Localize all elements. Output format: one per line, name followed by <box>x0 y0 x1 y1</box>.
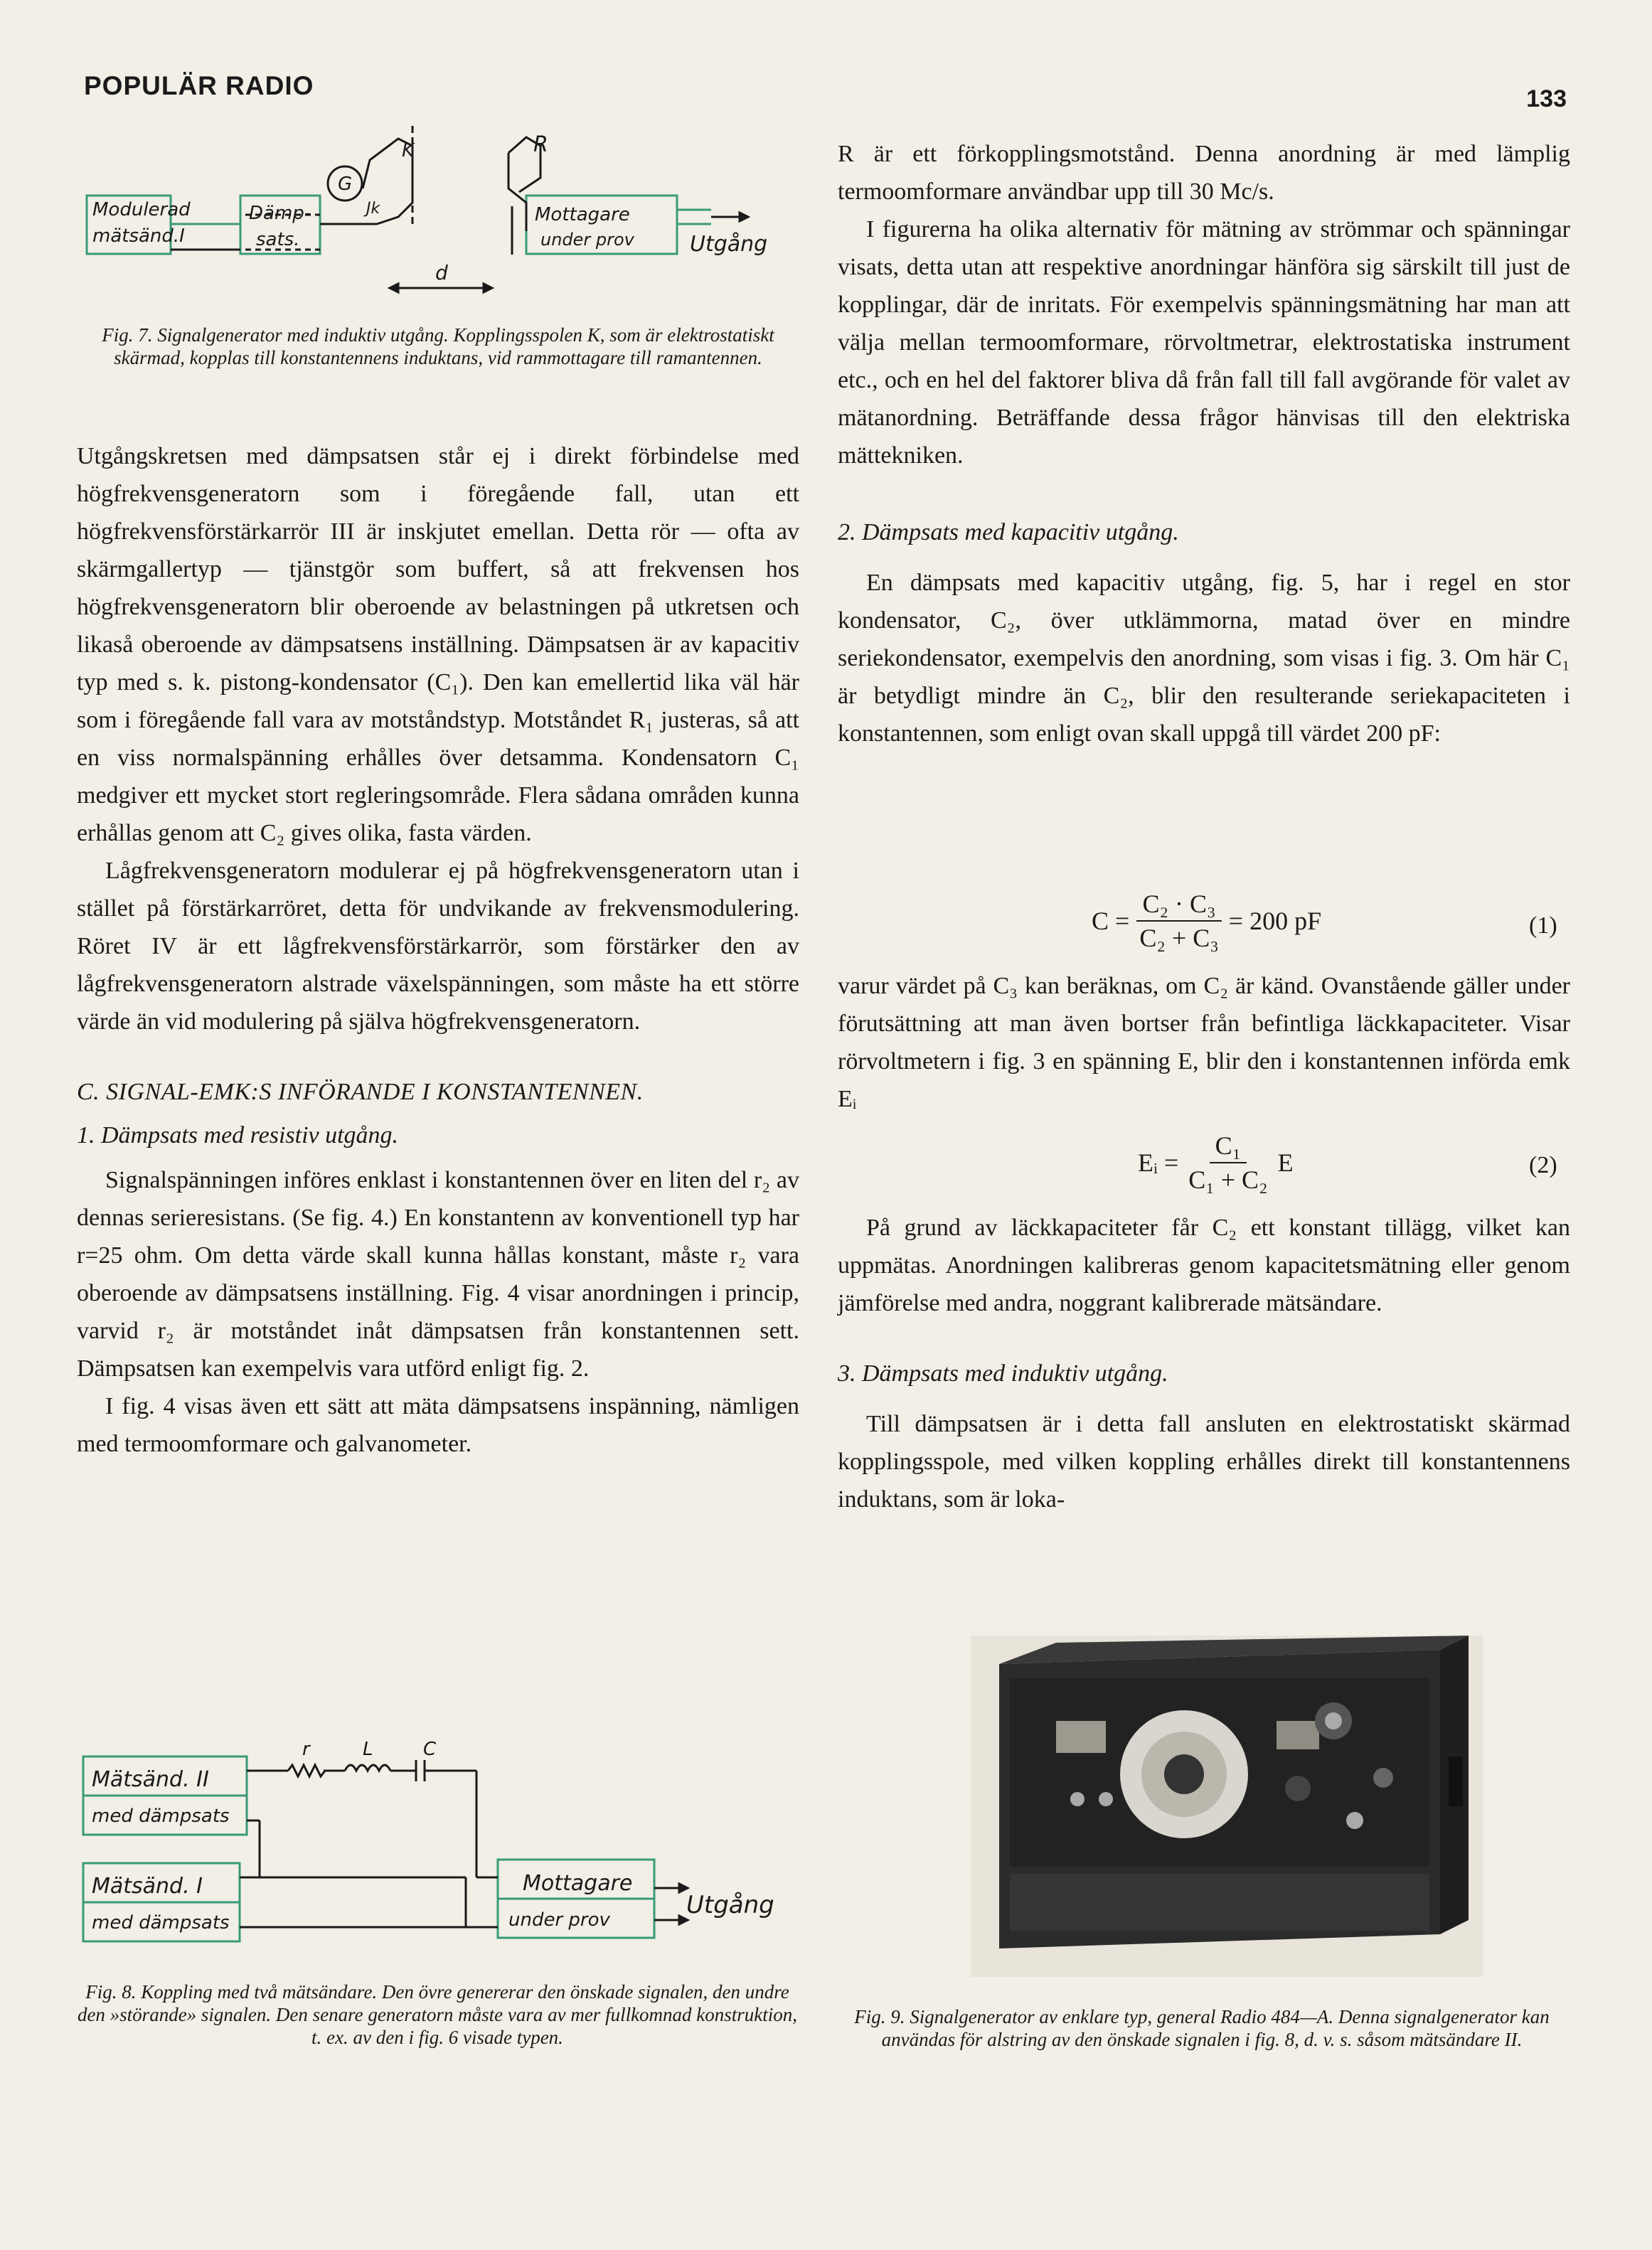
eq2-denominator: C₁ + C₂ <box>1188 1166 1268 1194</box>
right-paragraph-2: I figurerna ha olika alternativ för mätning av strömmar och spänningar visats, detta utan att respektive anordningar hänföra sig särskilt till just de kopplingar, där de inritats. För exempelvis spänningsmätning har man att välja mellan termoomformare, rörvoltmetrar, elektrostatiska instrument etc., och en hel del faktorer bliva då från fall till fall avgörande för valet av mätanordning. Beträffande dessa frågor hänvisas till den elektriska mättekniken. <box>838 216 1570 469</box>
eq1-lhs: C = <box>1092 907 1130 935</box>
fig8-label-bot2: med dämpsats <box>92 1912 230 1934</box>
eq1-fraction <box>1134 889 1224 953</box>
left-paragraph-1: Utgångskretsen med dämpsatsen står ej i direkt förbindelse med högfrekvensgeneratorn som i föregående fall, utan ett högfrekvensförstärkarrör III är inskjutet emellan. Detta rör — ofta av skärmgallertyp — tjänstgör som buffert, så att frekvensen hos högfrekvensgeneratorn blir oberoende av belastningen på utkretsen och likaså oberoende av dämpsatsens inställning. Dämpsatsen är av kapacitiv typ med s. k. pistong-kondensator (C₁). Den kan emellertid lika väl här som i föregående fall vara av motståndstyp. Motståndet R₁ justeras, så att en viss normalspänning erhålles över detsamma. Kondensatorn C₁ medgiver ett mycket stort regleringsområde. Flera sådana områden kunna erhållas genom att C₂ gives olika, fasta värden. <box>77 443 799 846</box>
fig7-label-mot1: Mottagare <box>535 204 630 225</box>
journal-title: POPULÄR RADIO <box>84 71 314 100</box>
fig8-label-mot1: Mottagare <box>523 1871 633 1896</box>
fig7-label-k: K <box>402 140 415 161</box>
fig8-caption: Fig. 8. Koppling med två mätsändare. Den övre genererar den önskade signalen, den undre den »störande» signalen. Den senare generatorn måste vara av mer fullkomnad konstruktion, t. ex. av den i fig. 6 visade typen. <box>77 1981 798 2048</box>
fig7-label-damp2: sats. <box>256 229 300 250</box>
fig7-label-damp1: Dämp- <box>249 203 311 224</box>
fig9-caption: Fig. 9. Signalgenerator av enklare typ, general Radio 484—A. Denna signalgenerator kan användas för alstring av den önskade signalen i fig. 8, d. v. s. såsom mätsändare II. <box>854 2006 1550 2050</box>
fig7-caption: Fig. 7. Signalgenerator med induktiv utgång. Kopplingsspolen K, som är elektrostatiskt skärmad, kopplas till konstantennens induktans, vid rammottagare till ramantennen. <box>102 324 774 368</box>
eq2-numerator: C₁ <box>1210 1131 1247 1163</box>
fig9-photo <box>971 1636 1483 1977</box>
right-column <box>838 135 1570 752</box>
left-paragraph-2: Lågfrekvensgeneratorn modulerar ej på högfrekvensgeneratorn utan i stället på förstärkarröret, detta för undvikande av frekvensmodulering. Röret IV är ett lågfrekvensförstärkarrör, som förstärker den av lågfrekvensgeneratorn alstrade växelspänningen, som måste ha ett större värde än vid modulering på själva högfrekvensgeneratorn. <box>77 858 799 1035</box>
eq1-denominator: C₂ + C₃ <box>1139 924 1219 952</box>
right-paragraph-4: varur värdet på C₃ kan beräknas, om C₂ är känd. Ovanstående gäller under förutsättning att man även bortser från befintliga läckkapaciteter. Visar rörvoltmetern i fig. 3 en spänning E, blir den i konstantennen införda emk Eᵢ <box>838 973 1570 1112</box>
fig7-label-mod1: Modulerad <box>92 199 191 220</box>
left-paragraph-4: I fig. 4 visas även ett sätt att mäta dämpsatsens inspänning, nämligen med termoomformare och galvanometer. <box>77 1393 799 1457</box>
fig7-caption-block <box>77 324 799 369</box>
fig7-diagram <box>85 124 796 316</box>
equation-1 <box>1092 889 1321 953</box>
eq2-rhs: E <box>1277 1148 1294 1177</box>
right-column-2 <box>838 967 1570 1118</box>
fig7-label-mod2: mätsänd.I <box>92 225 185 247</box>
fig7-label-r: R <box>533 132 548 157</box>
right-paragraph-1: R är ett förkopplingsmotstånd. Denna anordning är med lämplig termoomformare användbar upp till 30 Mc/s. <box>838 141 1570 205</box>
section-1-heading: 1. Dämpsats med resistiv utgång. <box>77 1122 399 1148</box>
right-column-3 <box>838 1209 1570 1518</box>
right-paragraph-6: Till dämpsatsen är i detta fall ansluten en elektrostatiskt skärmad kopplingsspole, med vilken koppling erhålles direkt till konstantennens induktans, som är loka- <box>838 1411 1570 1513</box>
eq2-fraction <box>1183 1131 1273 1195</box>
eq2-number: (2) <box>1529 1152 1557 1178</box>
fig7-label-g: G <box>338 174 353 195</box>
fig7-label-jk: Jk <box>366 200 380 218</box>
fig7-label-d: d <box>435 261 448 284</box>
fig8-diagram <box>82 1735 807 1963</box>
eq2-lhs: Eᵢ = <box>1138 1148 1179 1177</box>
fig8-label-bot1: Mätsänd. I <box>92 1874 203 1899</box>
fig8-label-top2: med dämpsats <box>92 1806 230 1827</box>
fig8-caption-block <box>71 1980 804 2049</box>
fig8-label-top1: Mätsänd. II <box>92 1767 209 1792</box>
section-c-heading: C. SIGNAL-EMK:S INFÖRANDE I KONSTANTENNEN. <box>77 1079 644 1105</box>
page-number: 133 <box>1526 85 1567 112</box>
fig7-label-utgang: Utgång <box>690 232 768 257</box>
section-3-heading: 3. Dämpsats med induktiv utgång. <box>838 1360 1168 1387</box>
fig8-label-c: C <box>423 1739 437 1760</box>
fig8-label-utgang: Utgång <box>686 1891 774 1919</box>
fig8-label-mot2: under prov <box>508 1909 610 1931</box>
eq1-rhs: = 200 pF <box>1228 907 1322 935</box>
section-2-heading: 2. Dämpsats med kapacitiv utgång. <box>838 519 1179 545</box>
fig7-label-mot2: under prov <box>540 230 634 250</box>
left-column <box>77 437 799 1463</box>
fig8-label-r: r <box>302 1739 310 1760</box>
left-paragraph-3: Signalspänningen införes enklast i konstantennen över en liten del r₂ av dennas serieresistans. (Se fig. 4.) En konstantenn av konventionell typ har r=25 ohm. Om detta värde skall kunna hållas konstant, måste r₂ vara oberoende av dämpsatsens inställning. Fig. 4 visar anordningen i princip, varvid r₂ är motståndet inåt dämpsatsen från konstantennen sett. Dämpsatsen kan exempelvis vara utförd enligt fig. 2. <box>77 1167 799 1382</box>
fig9-caption-block <box>832 2005 1572 2051</box>
right-paragraph-5: På grund av läckkapaciteter får C₂ ett konstant tillägg, vilket kan uppmätas. Anordningen kalibreras genom kapacitetsmätning eller genom jämförelse med andra, noggrant kalibrerade mätsändare. <box>838 1215 1570 1316</box>
eq1-number: (1) <box>1529 912 1557 939</box>
eq1-numerator: C₂ · C₃ <box>1136 889 1221 922</box>
right-paragraph-3: En dämpsats med kapacitiv utgång, fig. 5, har i regel en stor kondensator, C₂, över utklämmorna, matad över en mindre seriekondensator, exempelvis den anordning, som visas i fig. 3. Om här C₁ är betydligt mindre än C₂, blir den resulterande seriekapaciteten i konstantennen, som enligt ovan skall uppgå till värdet 200 pF: <box>838 570 1570 747</box>
fig8-label-l: L <box>363 1739 373 1760</box>
equation-2 <box>1138 1131 1294 1195</box>
